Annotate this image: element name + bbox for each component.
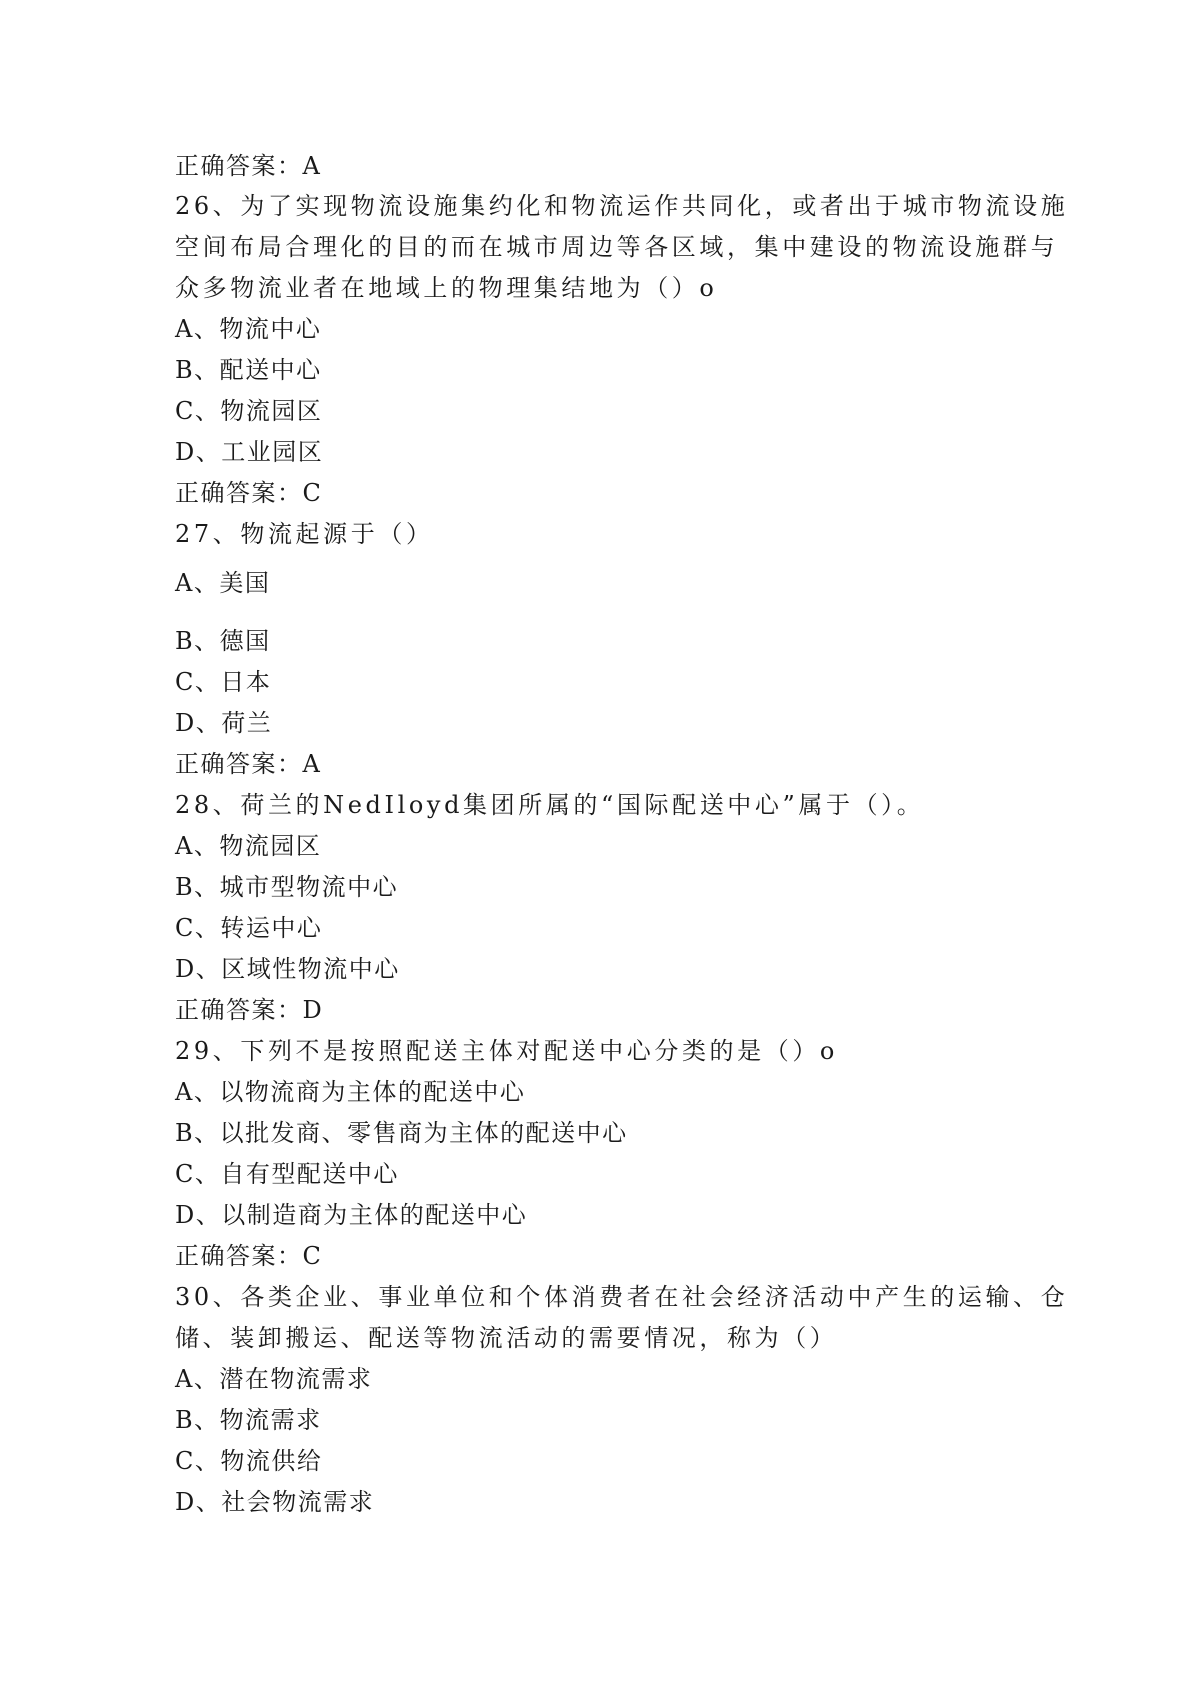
option-b: B、城市型物流中心: [175, 873, 399, 901]
question-26-line-1: 26、为了实现物流设施集约化和物流运作共同化，或者出于城市物流设施: [175, 192, 1069, 220]
answer-line: 正确答案：D: [175, 996, 324, 1024]
answer-line: 正确答案：A: [175, 750, 322, 778]
question-26-line-3: 众多物流业者在地域上的物理集结地为（）o: [175, 274, 718, 302]
answer-line: 正确答案：C: [175, 1242, 323, 1270]
option-d: D、社会物流需求: [175, 1488, 375, 1516]
option-b: B、配送中心: [175, 356, 322, 384]
option-b: B、物流需求: [175, 1406, 322, 1434]
question-28-line-1: 28、荷兰的NedIloyd集团所属的“国际配送中心”属于（）。: [175, 791, 925, 819]
question-29-line-1: 29、下列不是按照配送主体对配送中心分类的是（）o: [175, 1037, 838, 1065]
answer-line: 正确答案：C: [175, 479, 323, 507]
option-d: D、工业园区: [175, 438, 324, 466]
option-c: C、物流供给: [175, 1447, 323, 1475]
option-b: B、德国: [175, 627, 271, 655]
option-c: C、自有型配送中心: [175, 1160, 399, 1188]
option-d: D、荷兰: [175, 709, 273, 737]
option-a: A、美国: [175, 569, 271, 597]
option-a: A、物流园区: [175, 832, 322, 860]
option-b: B、以批发商、零售商为主体的配送中心: [175, 1119, 628, 1147]
option-d: D、以制造商为主体的配送中心: [175, 1201, 528, 1229]
question-26-line-2: 空间布局合理化的目的而在城市周边等各区域，集中建设的物流设施群与: [175, 233, 1059, 261]
question-27-line-1: 27、物流起源于（）: [175, 520, 434, 548]
answer-line: 正确答案：A: [175, 152, 322, 180]
question-30-line-1: 30、各类企业、事业单位和个体消费者在社会经济活动中产生的运输、仓: [175, 1283, 1069, 1311]
option-c: C、转运中心: [175, 914, 323, 942]
option-c: C、日本: [175, 668, 272, 696]
option-d: D、区域性物流中心: [175, 955, 400, 983]
option-a: A、以物流商为主体的配送中心: [175, 1078, 526, 1106]
question-30-line-2: 储、装卸搬运、配送等物流活动的需要情况，称为（）: [175, 1324, 838, 1352]
option-a: A、潜在物流需求: [175, 1365, 373, 1393]
option-a: A、物流中心: [175, 315, 322, 343]
option-c: C、物流园区: [175, 397, 323, 425]
